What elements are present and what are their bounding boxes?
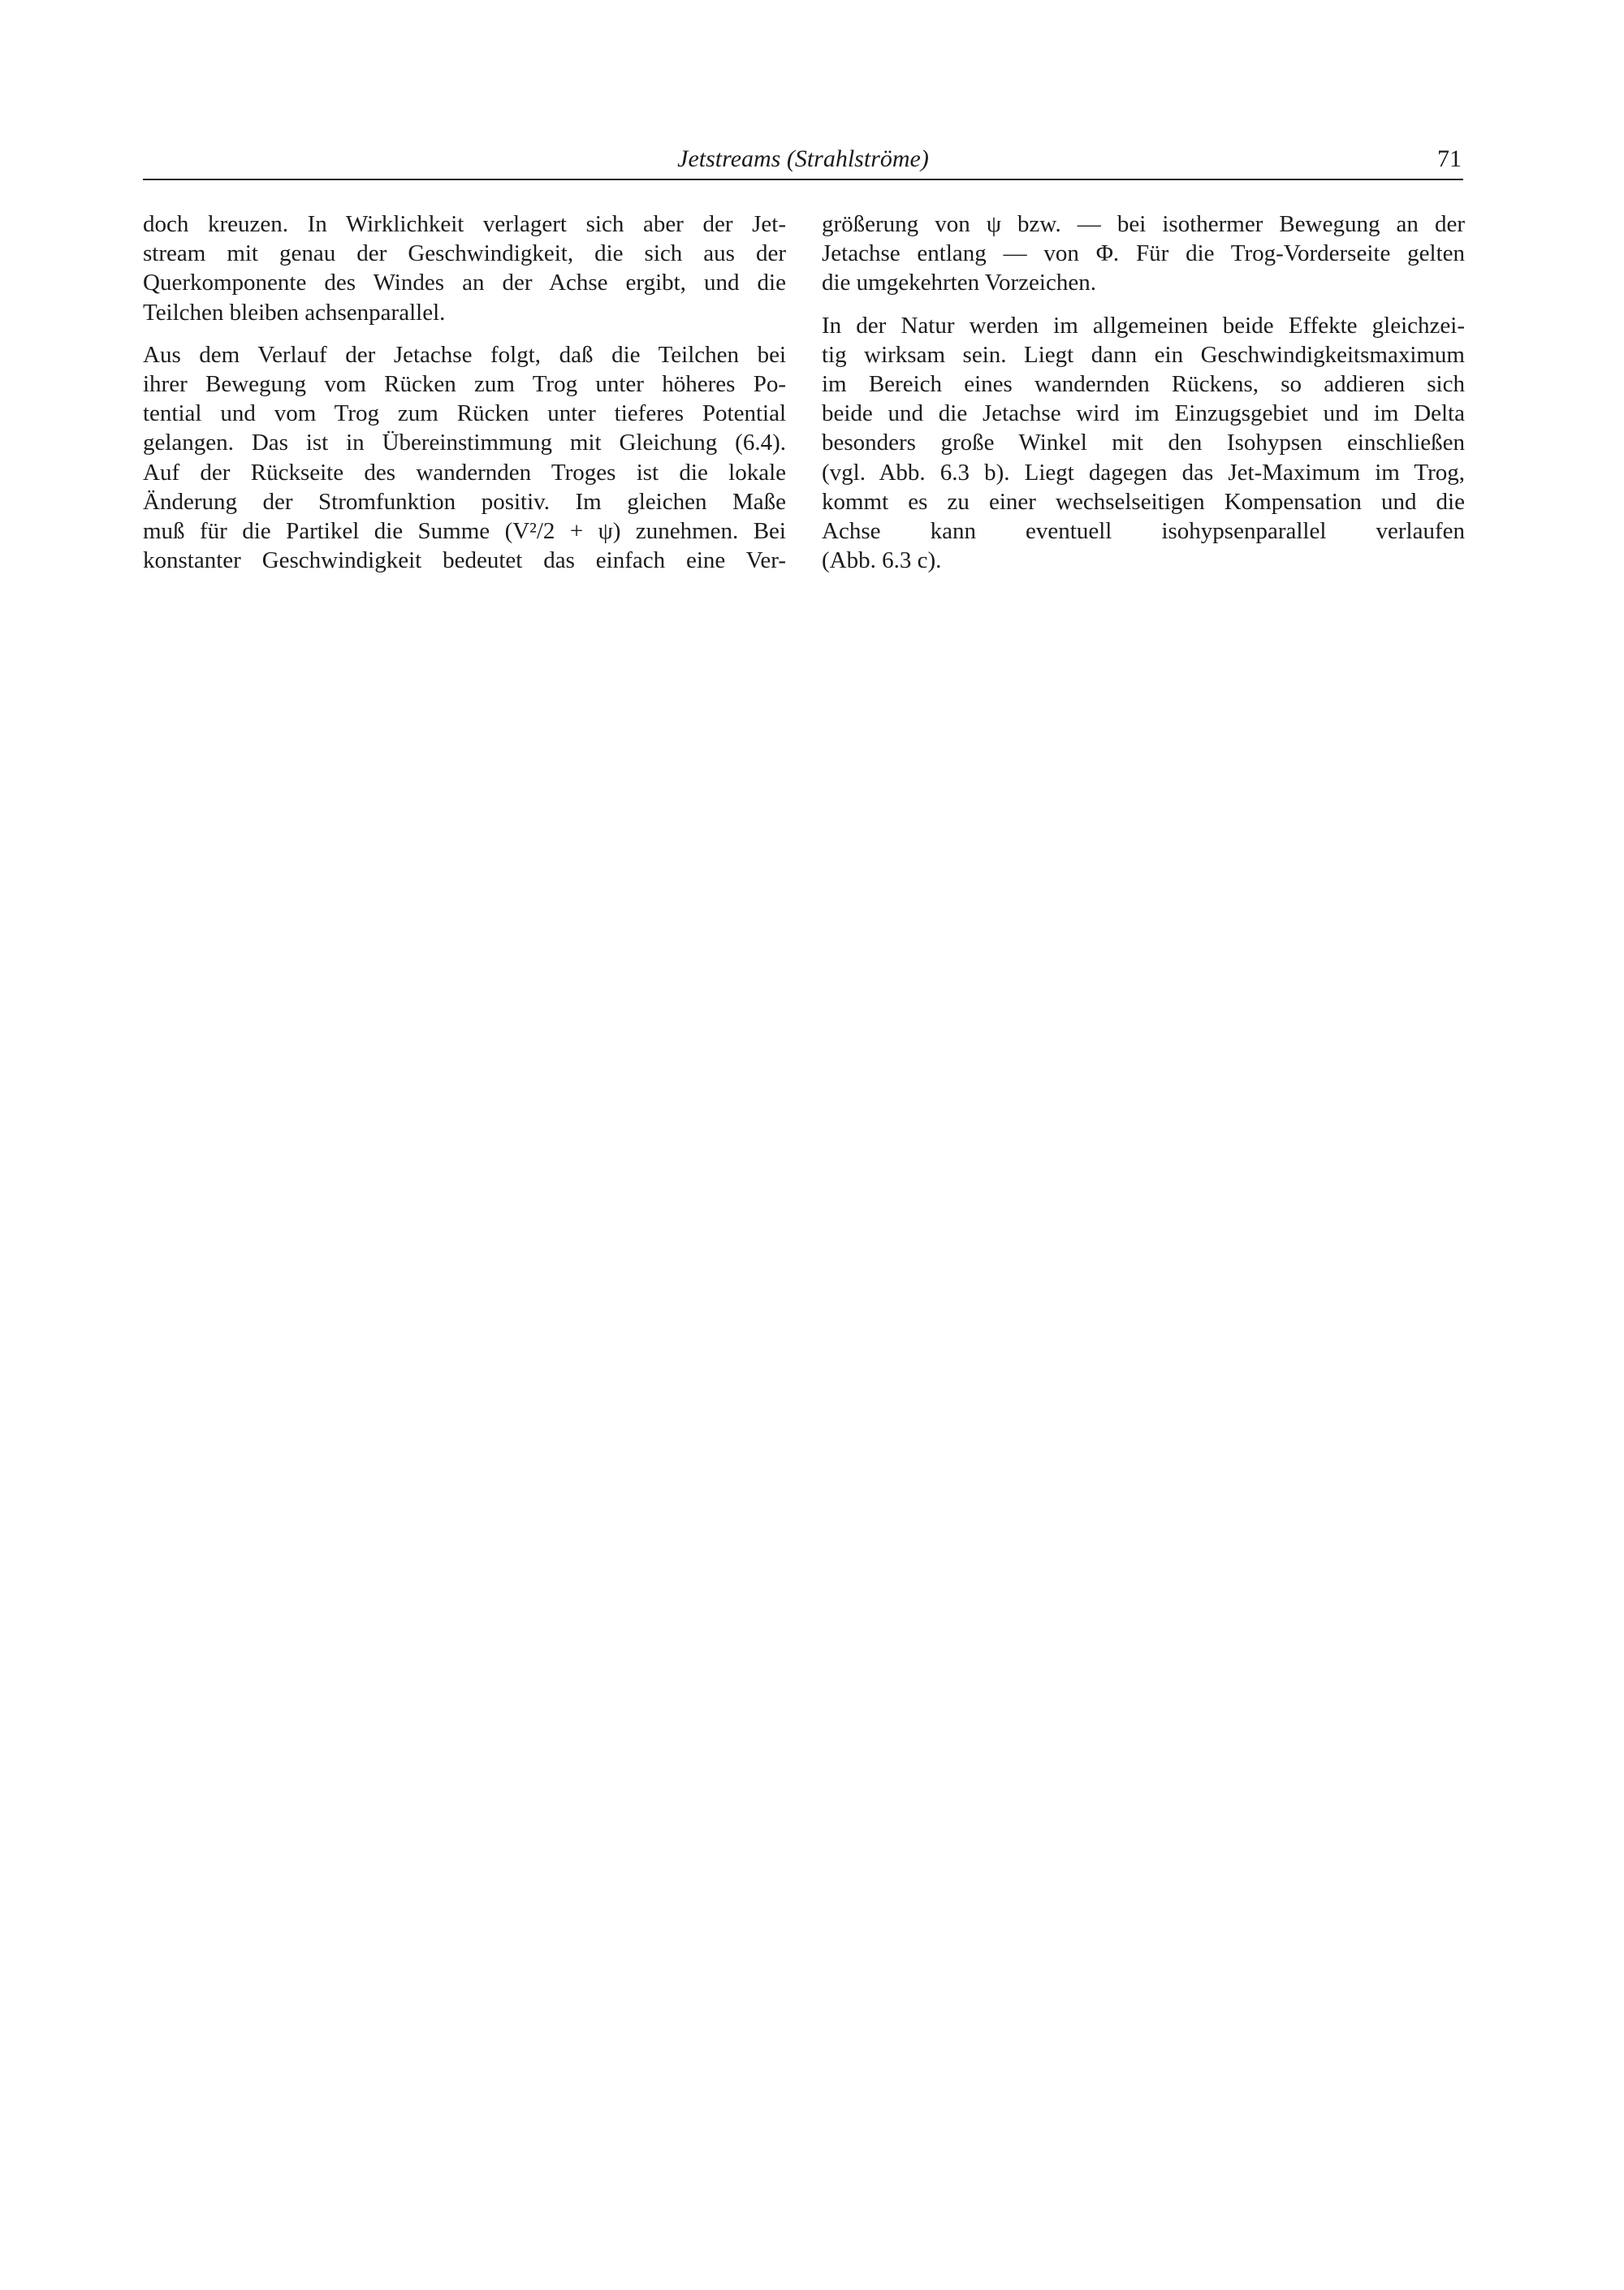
text-line: doch kreuzen. In Wirklichkeit verlagert sich aber der Jet-: [143, 211, 786, 237]
text-line: (Abb. 6.3 c).: [822, 547, 942, 574]
text-line: stream mit genau der Geschwindigkeit, die sich aus der: [143, 240, 786, 267]
running-title: Jetstreams (Strahlströme): [677, 145, 929, 172]
left-column: [143, 210, 786, 588]
text-line: konstanter Geschwindigkeit bedeutet das einfach eine Ver-: [143, 547, 786, 574]
text-line: Jetachse entlang — von Φ. Für die Trog-Vorderseite gelten: [822, 240, 1465, 267]
text-line: Achse kann eventuell isohypsenparallel verlaufen: [822, 517, 1465, 544]
text-line: ihrer Bewegung vom Rücken zum Trog unter höheres Po-: [143, 370, 786, 397]
text-line: Änderung der Stromfunktion positiv. Im gleichen Maße: [143, 488, 786, 515]
text-line: Querkomponente des Windes an der Achse ergibt, und die: [143, 270, 786, 296]
text-line: Teilchen bleiben achsenparallel.: [143, 299, 446, 326]
text-line: beide und die Jetachse wird im Einzugsgebiet und im Delta: [822, 400, 1465, 427]
text-line: muß für die Partikel die Summe (V²/2 + ψ) zunehmen. Bei: [143, 517, 786, 544]
right-column: [822, 210, 1465, 588]
paragraph: [143, 340, 786, 576]
text-line: besonders große Winkel mit den Isohypsen einschließen: [822, 430, 1465, 456]
text-line: die umgekehrten Vorzeichen.: [822, 270, 1096, 296]
text-line: gelangen. Das ist in Übereinstimmung mit Gleichung (6.4).: [143, 430, 786, 456]
text-line: In der Natur werden im allgemeinen beide Effekte gleichzei-: [822, 312, 1465, 339]
paragraph: [822, 311, 1465, 576]
running-header: [143, 143, 1463, 180]
paragraph: [822, 210, 1465, 298]
paragraph: [143, 210, 786, 327]
text-line: (vgl. Abb. 6.3 b). Liegt dagegen das Jet-Maximum im Trog,: [822, 459, 1465, 486]
text-line: tig wirksam sein. Liegt dann ein Geschwindigkeitsmaximum: [822, 341, 1465, 368]
text-line: Auf der Rückseite des wandernden Troges ist die lokale: [143, 459, 786, 486]
text-line: im Bereich eines wandernden Rückens, so addieren sich: [822, 370, 1465, 397]
text-line: tential und vom Trog zum Rücken unter tieferes Potential: [143, 400, 786, 427]
text-line: größerung von ψ bzw. — bei isothermer Bewegung an der: [822, 211, 1465, 237]
text-line: Aus dem Verlauf der Jetachse folgt, daß die Teilchen bei: [143, 341, 786, 368]
page-number: 71: [1437, 145, 1462, 172]
text-line: kommt es zu einer wechselseitigen Kompensation und die: [822, 488, 1465, 515]
